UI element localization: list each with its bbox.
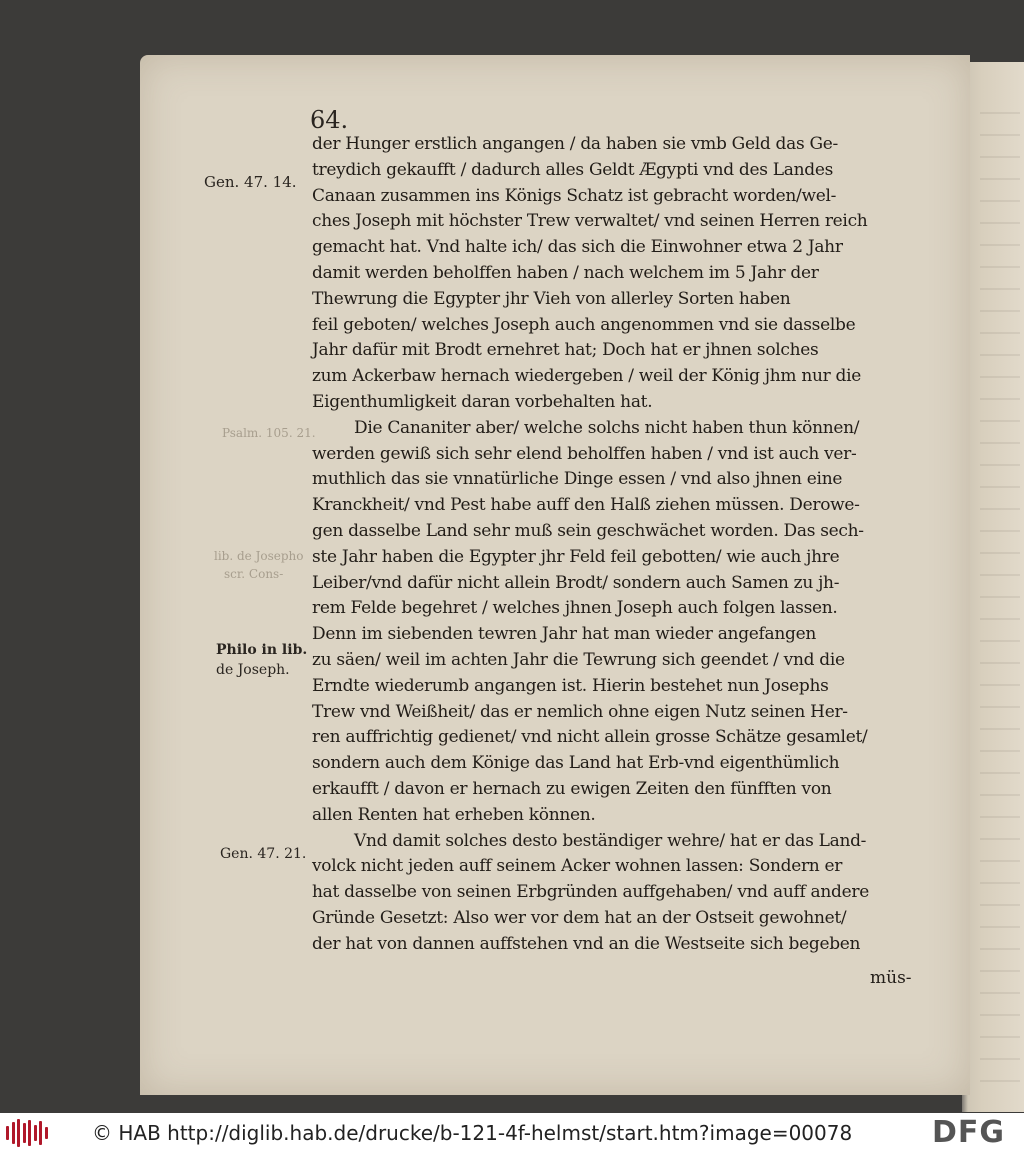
margin-note-gen-47-14: Gen. 47. 14.	[204, 173, 297, 191]
page-number: 64.	[310, 106, 349, 134]
text-line: zum Ackerbaw hernach wiedergeben / weil der König jhm nur die	[312, 366, 862, 387]
text-line: Trew vnd Weißheit/ das er nemlich ohne eigen Nutz seinen Her-	[312, 701, 848, 722]
text-line: erkaufft / davon er hernach zu ewigen Zeiten den fünfften von	[312, 778, 832, 799]
catchword: müs-	[870, 968, 912, 988]
text-line: damit werden beholffen haben / nach welchem im 5 Jahr der	[312, 262, 819, 283]
bleed-through-text: scr. Cons-	[224, 567, 284, 581]
text-line: hat dasselbe von seinen Erbgründen auffgehaben/ vnd auff andere	[312, 882, 869, 903]
margin-note-gen-47-21: Gen. 47. 21.	[220, 846, 307, 862]
text-line: Erndte wiederumb angangen ist. Hierin bestehet nun Josephs	[312, 675, 829, 696]
margin-note-philo-1: Philo in lib.	[216, 642, 308, 658]
dfg-logo: DFG	[932, 1115, 1006, 1150]
text-line: Die Cananiter aber/ welche solchs nicht haben thun können/	[354, 417, 860, 438]
text-line: gen dasselbe Land sehr muß sein geschwächet worden. Das sech-	[312, 520, 864, 541]
bleed-through-text: Psalm. 105. 21.	[222, 426, 316, 440]
footer-bar	[0, 1113, 1024, 1153]
page-body-text	[312, 132, 912, 958]
copyright-url-link[interactable]: © HAB http://diglib.hab.de/drucke/b-121-4f-helmst/start.htm?image=00078	[92, 1121, 853, 1145]
text-line: Vnd damit solches desto beständiger wehre/ hat er das Land-	[354, 830, 867, 851]
text-line: zu säen/ weil im achten Jahr die Tewrung sich geendet / vnd die	[312, 649, 845, 670]
text-line: der Hunger erstlich angangen / da haben sie vmb Geld das Ge-	[312, 134, 838, 154]
text-line: Eigenthumligkeit daran vorbehalten hat.	[312, 391, 653, 412]
margin-note-philo-2: de Joseph.	[216, 662, 290, 678]
text-line: Kranckheit/ vnd Pest habe auff den Halß ziehen müssen. Derowe-	[312, 495, 860, 516]
text-line: muthlich das sie vnnatürliche Dinge essen / vnd also jhnen eine	[312, 469, 843, 490]
adjacent-page-texture	[980, 102, 1020, 1082]
text-line: Canaan zusammen ins Königs Schatz ist gebracht worden/wel-	[312, 185, 837, 206]
text-line: Gründe Gesetzt: Also wer vor dem hat an der Ostseit gewohnet/	[312, 907, 847, 928]
text-line: ste Jahr haben die Egypter jhr Feld feil gebotten/ wie auch jhre	[312, 546, 840, 567]
text-line: treydich gekaufft / dadurch alles Geldt Ægypti vnd des Landes	[312, 159, 834, 180]
text-line: gemacht hat. Vnd halte ich/ das sich die Einwohner etwa 2 Jahr	[312, 237, 843, 258]
text-line: Jahr dafür mit Brodt ernehret hat; Doch hat er jhnen solches	[312, 340, 819, 361]
text-line: Leiber/vnd dafür nicht allein Brodt/ sondern auch Samen zu jh-	[312, 572, 840, 593]
text-line: allen Renten hat erheben können.	[312, 804, 596, 825]
text-line: Denn im siebenden tewren Jahr hat man wieder angefangen	[312, 624, 817, 645]
text-line: volck nicht jeden auff seinem Acker wohnen lassen: Sondern er	[312, 856, 843, 877]
text-line: ches Joseph mit höchster Trew verwaltet/ vnd seinen Herren reich	[312, 211, 868, 232]
text-line: werden gewiß sich sehr elend beholffen haben / vnd ist auch ver-	[312, 443, 857, 464]
text-line: ren auffrichtig gedienet/ vnd nicht allein grosse Schätze gesamlet/	[312, 727, 868, 748]
text-line: feil geboten/ welches Joseph auch angenommen vnd sie dasselbe	[312, 314, 856, 335]
bleed-through-text: lib. de Josepho	[214, 549, 304, 563]
text-line: der hat von dannen auffstehen vnd an die Westseite sich begeben	[312, 933, 861, 954]
text-line: sondern auch dem Könige das Land hat Erb-vnd eigenthümlich	[312, 753, 840, 774]
hab-logo-icon	[6, 1119, 48, 1147]
adjacent-page-edge	[962, 62, 1024, 1112]
text-line: rem Felde begehret / welches jhnen Joseph auch folgen lassen.	[312, 598, 838, 619]
text-line: Thewrung die Egypter jhr Vieh von allerley Sorten haben	[312, 288, 791, 309]
